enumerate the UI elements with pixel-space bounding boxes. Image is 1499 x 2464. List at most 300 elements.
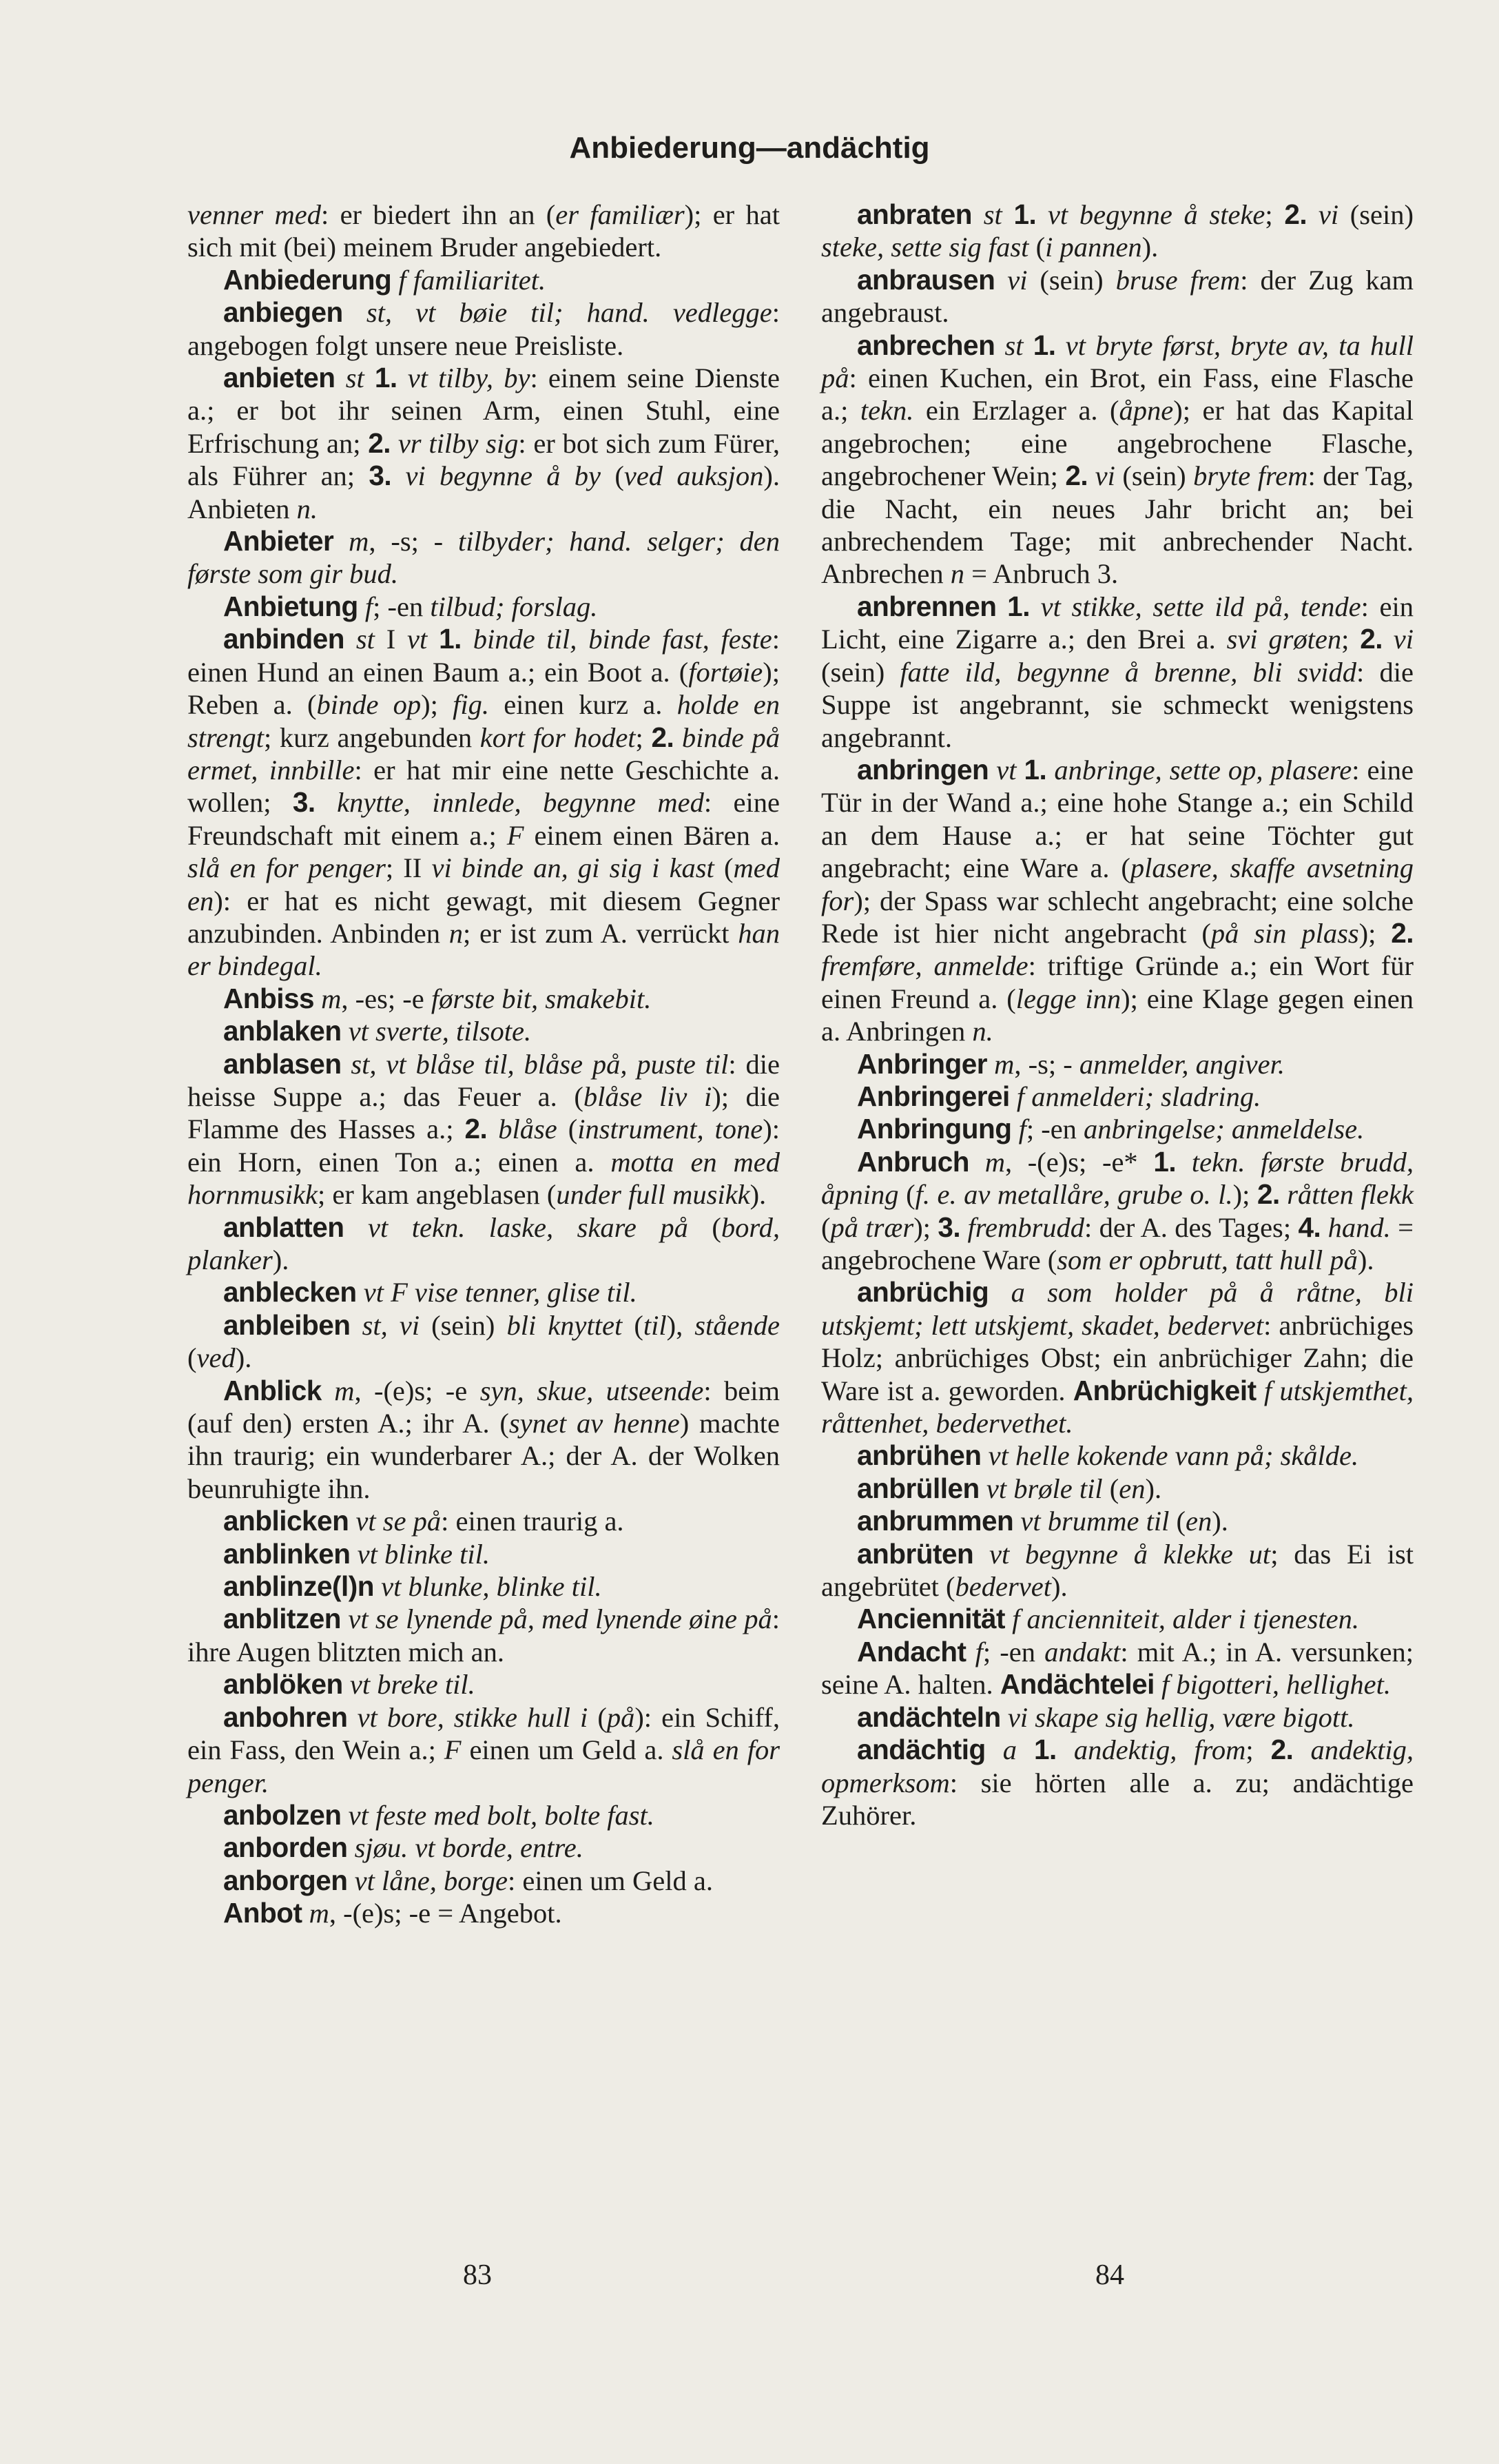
entry-text bbox=[462, 624, 473, 655]
entry-text: ; II bbox=[385, 852, 432, 884]
entry-text bbox=[348, 1865, 355, 1896]
headword: anbraten bbox=[857, 198, 973, 230]
italic-gloss: tilbyder; hand. selger; den første som gir bud. bbox=[187, 526, 780, 590]
entry-text: I bbox=[374, 624, 408, 655]
italic-gloss: F bbox=[444, 1734, 462, 1766]
headword: andächtig bbox=[857, 1734, 986, 1766]
dictionary-entry bbox=[187, 1701, 780, 1799]
entry-text: einen um Geld a. bbox=[461, 1734, 672, 1766]
entry-text: : er bot sich zum Fürer, als Führer an; bbox=[187, 427, 780, 492]
italic-gloss: bord, planker bbox=[187, 1211, 780, 1275]
headword: 2. bbox=[1065, 460, 1088, 492]
headword: anblinze(l)n bbox=[223, 1570, 374, 1603]
italic-gloss: n. bbox=[296, 493, 318, 524]
entry-text bbox=[995, 330, 1004, 361]
italic-gloss: st, vt blåse til, blåse på, puste til bbox=[351, 1048, 729, 1080]
entry-text: ). bbox=[272, 1244, 289, 1275]
dictionary-entry bbox=[821, 1636, 1414, 1701]
page-number-right: 84 bbox=[1095, 2259, 1124, 2291]
entry-text: ). bbox=[1051, 1571, 1068, 1603]
dictionary-entry bbox=[187, 1375, 780, 1506]
italic-gloss: a bbox=[1002, 1734, 1017, 1766]
entry-text bbox=[1013, 1506, 1020, 1537]
italic-gloss: vi binde an, gi sig i kast bbox=[431, 852, 714, 884]
headword: anbolzen bbox=[223, 1798, 342, 1831]
right-column bbox=[821, 198, 1414, 1831]
italic-gloss: en bbox=[1119, 1472, 1146, 1504]
italic-gloss: m bbox=[349, 526, 369, 557]
entry-text bbox=[391, 428, 398, 459]
dictionary-entry bbox=[821, 264, 1414, 329]
headword: 1. bbox=[1033, 329, 1056, 361]
entry-text: : ein Licht, eine Zigarre a.; den Brei a. bbox=[821, 591, 1414, 655]
entry-text bbox=[1257, 1375, 1264, 1406]
italic-gloss: med en bbox=[187, 852, 780, 916]
headword: Andacht bbox=[857, 1635, 966, 1667]
entry-text: ); bbox=[913, 1211, 938, 1243]
headword: 2. bbox=[1391, 916, 1414, 949]
italic-gloss: vt se lynende på, med lynende øine på bbox=[348, 1603, 772, 1635]
italic-gloss: f ancienniteit, alder i tjenesten. bbox=[1012, 1603, 1360, 1635]
italic-gloss: vt F vise tenner, glise til. bbox=[363, 1277, 637, 1308]
dictionary-entry bbox=[821, 1472, 1414, 1505]
italic-gloss: åpne bbox=[1119, 395, 1174, 427]
entry-text: ; bbox=[1341, 624, 1361, 655]
entry-text: , -(e)s; -e = Angebot. bbox=[329, 1898, 562, 1929]
headword: 4. bbox=[1298, 1211, 1321, 1243]
italic-gloss: første bit, smakebit. bbox=[431, 983, 652, 1014]
italic-gloss: fortøie bbox=[688, 656, 763, 688]
headword: Anbrüchigkeit bbox=[1073, 1374, 1257, 1406]
dictionary-entry bbox=[821, 1080, 1414, 1113]
entry-text bbox=[980, 1473, 986, 1504]
entry-text: : sie hörten alle a. zu; andächtige Zuhörer. bbox=[821, 1767, 1414, 1831]
headword: 1. bbox=[1007, 590, 1030, 622]
italic-gloss: m bbox=[334, 1375, 355, 1406]
entry-text bbox=[997, 591, 1008, 622]
headword: anbrennen bbox=[857, 590, 997, 622]
italic-gloss: anbringe, sette op, plasere bbox=[1054, 754, 1352, 786]
entry-text: ( bbox=[622, 1309, 643, 1341]
entry-text: einen kurz a. bbox=[489, 689, 677, 721]
italic-gloss: blåse liv i bbox=[583, 1080, 712, 1112]
italic-gloss: vt tekn. laske, skare på bbox=[368, 1211, 688, 1243]
entry-text: ( bbox=[1102, 1472, 1119, 1504]
entry-text: , -es; -e bbox=[341, 983, 431, 1014]
italic-gloss: binde på ermet, innbille bbox=[187, 721, 780, 786]
italic-gloss: til bbox=[643, 1309, 667, 1341]
entry-text: ( bbox=[898, 1179, 916, 1211]
headword: 1. bbox=[439, 623, 462, 655]
italic-gloss: stående bbox=[694, 1309, 780, 1341]
italic-gloss: som er opbrutt, tatt hull på bbox=[1057, 1244, 1358, 1275]
headword: anblasen bbox=[223, 1047, 342, 1080]
dictionary-entry bbox=[187, 1048, 780, 1211]
headword: anbiegen bbox=[223, 296, 343, 329]
headword: anbrühen bbox=[857, 1439, 982, 1472]
italic-gloss: a som holder på å råtne, bli utskjemt; lett utskjemt, skadet, bedervet bbox=[821, 1277, 1414, 1341]
headword: anbohren bbox=[223, 1701, 348, 1733]
italic-gloss: vi skape sig hellig, være bigott. bbox=[1007, 1701, 1355, 1733]
entry-text bbox=[1056, 330, 1066, 361]
dictionary-entry bbox=[821, 1701, 1414, 1734]
italic-gloss: vt brøle til bbox=[986, 1472, 1103, 1504]
entry-text bbox=[344, 1212, 369, 1243]
dictionary-entry bbox=[821, 1734, 1414, 1831]
entry-text bbox=[391, 265, 398, 296]
italic-gloss: f bbox=[1018, 1113, 1026, 1145]
entry-text bbox=[969, 1147, 985, 1178]
entry-text: ; -en bbox=[982, 1636, 1045, 1667]
italic-gloss: bedervet bbox=[955, 1571, 1051, 1603]
entry-text: ); Reben a. ( bbox=[187, 656, 780, 721]
italic-gloss: f bbox=[975, 1636, 983, 1667]
entry-text: ein Erzlager a. ( bbox=[913, 395, 1119, 427]
headword: Anbietung bbox=[223, 590, 358, 622]
dictionary-entry bbox=[821, 1603, 1414, 1635]
entry-text: (sein) bbox=[821, 656, 900, 688]
entry-text: ); die Flamme des Hasses a.; bbox=[187, 1080, 780, 1145]
entry-text: ( bbox=[714, 852, 734, 884]
dictionary-entry bbox=[187, 591, 780, 623]
italic-gloss: vt tilby, by bbox=[407, 362, 530, 394]
dictionary-entry bbox=[821, 591, 1414, 754]
entry-text bbox=[322, 1375, 334, 1406]
italic-gloss: F bbox=[506, 819, 524, 851]
dictionary-entry bbox=[187, 296, 780, 362]
italic-gloss: st bbox=[1004, 329, 1024, 361]
italic-gloss: vt breke til. bbox=[349, 1669, 475, 1701]
headword: anborgen bbox=[223, 1864, 348, 1896]
entry-text bbox=[316, 787, 337, 818]
italic-gloss: plasere, skaffe avsetning for bbox=[821, 852, 1414, 916]
italic-gloss: f bbox=[364, 591, 373, 622]
entry-text: ). bbox=[1141, 232, 1159, 263]
headword: 2. bbox=[1270, 1734, 1294, 1766]
headword: 1. bbox=[1024, 753, 1047, 786]
entry-text: ; -en bbox=[373, 591, 431, 622]
entry-text bbox=[344, 624, 356, 655]
entry-text: ; bbox=[1265, 199, 1285, 230]
entry-text bbox=[995, 265, 1007, 296]
headword: anblecken bbox=[223, 1276, 357, 1308]
headword: 3. bbox=[292, 786, 316, 819]
entry-text: (sein) bbox=[1027, 264, 1116, 296]
italic-gloss: er familiær bbox=[555, 199, 685, 230]
headword: anborden bbox=[223, 1831, 348, 1864]
headword: 2. bbox=[368, 427, 391, 459]
italic-gloss: på sin plass bbox=[1210, 917, 1359, 949]
dictionary-entry bbox=[821, 1505, 1414, 1537]
italic-gloss: tilbud; forslag. bbox=[430, 591, 598, 622]
italic-gloss: motta en med hornmusikk bbox=[187, 1146, 780, 1211]
italic-gloss: han er bindegal. bbox=[187, 917, 780, 982]
italic-gloss: vt bore, stikke hull i bbox=[357, 1701, 588, 1733]
italic-gloss: hand. bbox=[1327, 1211, 1391, 1243]
entry-text: ); der Spass war schlecht angebracht; eine solche Rede ist hier nicht angebracht ( bbox=[821, 885, 1414, 949]
headword: Andächtelei bbox=[1000, 1668, 1155, 1701]
entry-text bbox=[1280, 1179, 1288, 1210]
dictionary-entry bbox=[821, 754, 1414, 1048]
headword: Anbringerei bbox=[857, 1080, 1010, 1112]
italic-gloss: st, vt bøie til; hand. vedlegge bbox=[366, 297, 772, 329]
headword: anbrüten bbox=[857, 1537, 974, 1570]
headword: 1. bbox=[1013, 198, 1037, 230]
entry-text: ); eine Klage gegen einen a. Anbringen bbox=[821, 983, 1414, 1047]
italic-gloss: vt begynne å klekke ut bbox=[989, 1538, 1271, 1570]
entry-text bbox=[364, 362, 375, 393]
entry-text: ). bbox=[1145, 1472, 1162, 1504]
entry-text bbox=[1011, 1113, 1018, 1144]
italic-gloss: vt se på bbox=[355, 1506, 442, 1537]
entry-text: ). bbox=[1357, 1244, 1374, 1275]
entry-text bbox=[1024, 330, 1033, 361]
italic-gloss: slå en for penger. bbox=[187, 1734, 780, 1798]
entry-text bbox=[1002, 199, 1014, 230]
italic-gloss: ved bbox=[196, 1342, 236, 1374]
entry-text bbox=[972, 199, 984, 230]
entry-text: ). bbox=[235, 1342, 252, 1374]
entry-text: ( bbox=[601, 460, 624, 492]
italic-gloss: m bbox=[309, 1898, 329, 1929]
italic-gloss: bryte frem bbox=[1193, 460, 1308, 492]
italic-gloss: blåse bbox=[498, 1113, 557, 1145]
headword: anbrüllen bbox=[857, 1472, 980, 1504]
italic-gloss: vt helle kokende vann på; skålde. bbox=[988, 1440, 1359, 1472]
dictionary-entry bbox=[187, 1276, 780, 1308]
headword: 1. bbox=[1034, 1734, 1057, 1766]
entry-text bbox=[374, 1571, 381, 1602]
italic-gloss: instrument, tone bbox=[577, 1113, 763, 1145]
entry-text bbox=[1010, 1081, 1017, 1112]
headword: Anbiss bbox=[223, 982, 315, 1014]
left-column bbox=[187, 198, 780, 1930]
italic-gloss: binde til, binde fast, feste bbox=[473, 624, 772, 655]
italic-gloss: f utskjemthet, råttenhet, bedervethet. bbox=[821, 1375, 1414, 1439]
entry-text: ); bbox=[1358, 917, 1392, 949]
entry-text bbox=[351, 1539, 358, 1570]
entry-text: ), bbox=[666, 1309, 695, 1341]
italic-gloss: vr tilby sig bbox=[397, 427, 519, 459]
dictionary-entry bbox=[187, 198, 780, 264]
dictionary-entry bbox=[187, 1505, 780, 1537]
italic-gloss: vi bbox=[1393, 624, 1414, 655]
entry-text: ): er hat es nicht gewagt, mit diesem Gegner anzubinden. Anbinden bbox=[187, 885, 780, 949]
italic-gloss: fig. bbox=[453, 689, 489, 721]
italic-gloss: st bbox=[983, 199, 1002, 230]
entry-text: ; bbox=[1245, 1734, 1271, 1766]
entry-text: ). bbox=[750, 1179, 767, 1211]
italic-gloss: steke, sette sig fast bbox=[821, 232, 1029, 263]
entry-text: ). bbox=[1212, 1506, 1228, 1537]
dictionary-entry bbox=[821, 1113, 1414, 1145]
dictionary-entry bbox=[821, 1146, 1414, 1277]
entry-text: ; -en bbox=[1026, 1113, 1084, 1145]
dictionary-entry bbox=[187, 362, 780, 525]
dictionary-entry bbox=[187, 983, 780, 1015]
headword: anbleiben bbox=[223, 1308, 351, 1341]
dictionary-entry bbox=[187, 1799, 780, 1831]
entry-text: : einem seine Dienste a.; er bot ihr seinen Arm, einen Stuhl, eine Erfrischung an; bbox=[187, 362, 780, 459]
entry-text bbox=[342, 1016, 349, 1047]
entry-text: : ihre Augen blitzten mich an. bbox=[187, 1603, 780, 1667]
entry-text bbox=[342, 1049, 351, 1080]
entry-text: (sein) bbox=[1338, 199, 1414, 230]
headword: anbrüchig bbox=[857, 1276, 989, 1308]
headword: anbrummen bbox=[857, 1505, 1014, 1537]
entry-text bbox=[982, 1440, 989, 1471]
entry-text: (sein) bbox=[1115, 460, 1194, 492]
headword: 3. bbox=[369, 460, 392, 492]
italic-gloss: legge inn bbox=[1015, 983, 1121, 1014]
entry-text bbox=[487, 1113, 498, 1144]
entry-text bbox=[343, 1669, 350, 1700]
entry-text: : anbrüchiges Holz; anbrüchiges Obst; ein anbrüchiger Zahn; die Ware ist a. geworden. bbox=[821, 1309, 1414, 1406]
entry-text: ; bbox=[635, 721, 652, 753]
dictionary-entry bbox=[821, 1538, 1414, 1603]
italic-gloss: binde op bbox=[316, 689, 422, 721]
italic-gloss: fremføre, anmelde bbox=[821, 950, 1028, 982]
page-number-left: 83 bbox=[463, 2259, 492, 2291]
dictionary-entry bbox=[821, 1048, 1414, 1080]
italic-gloss: vi bbox=[1095, 460, 1115, 492]
italic-gloss: sjøu. vt borde, entre. bbox=[354, 1832, 583, 1864]
headword: anblitzen bbox=[223, 1603, 342, 1635]
entry-text bbox=[987, 1049, 994, 1080]
entry-text: : einen Kuchen, ein Brot, ein Fass, eine Flasche a.; bbox=[821, 362, 1414, 427]
entry-text bbox=[1030, 591, 1041, 622]
italic-gloss: vt blunke, blinke til. bbox=[381, 1571, 602, 1603]
headword: anblöken bbox=[223, 1668, 343, 1701]
headword: 1. bbox=[374, 362, 397, 394]
italic-gloss: vt bryte først, bryte av, ta hull på bbox=[821, 329, 1414, 394]
entry-text: ). Anbieten bbox=[187, 460, 780, 524]
entry-text bbox=[960, 1212, 967, 1243]
italic-gloss: slå en for penger bbox=[187, 852, 386, 884]
italic-gloss: vt bbox=[407, 624, 428, 655]
entry-text: = angebrochene Ware ( bbox=[821, 1211, 1414, 1275]
headword: Anbiederung bbox=[223, 263, 392, 296]
entry-text: ); er hat sich mit (bei) meinem Bruder angebiedert. bbox=[187, 199, 780, 263]
entry-text: , -s; - bbox=[1014, 1048, 1079, 1080]
headword: anblicken bbox=[223, 1505, 349, 1537]
italic-gloss: vt bbox=[996, 754, 1017, 786]
entry-text bbox=[1057, 1734, 1074, 1765]
entry-text: ; er kam angeblasen ( bbox=[317, 1179, 557, 1211]
entry-text: , -(e)s; -e* bbox=[1004, 1146, 1154, 1178]
entry-text bbox=[1307, 199, 1319, 230]
italic-gloss: i pannen bbox=[1045, 232, 1142, 263]
entry-text: : mit A.; in A. versunken; seine A. halten. bbox=[821, 1636, 1414, 1701]
italic-gloss: vi bbox=[1318, 199, 1339, 230]
italic-gloss: råtten flekk bbox=[1287, 1179, 1414, 1211]
italic-gloss: vt sverte, tilsote. bbox=[348, 1016, 532, 1047]
italic-gloss: svi grøten bbox=[1226, 624, 1342, 655]
italic-gloss: bruse frem bbox=[1115, 264, 1241, 296]
entry-text: : der A. des Tages; bbox=[1084, 1211, 1299, 1243]
entry-text: ( bbox=[588, 1701, 607, 1733]
entry-text: ( bbox=[1169, 1506, 1186, 1537]
dictionary-entry bbox=[187, 264, 780, 296]
entry-text: ( bbox=[821, 1211, 831, 1243]
headword: anbrausen bbox=[857, 263, 995, 296]
italic-gloss: anmelder, angiver. bbox=[1079, 1048, 1285, 1080]
italic-gloss: tekn. bbox=[860, 395, 914, 427]
headword: anblaken bbox=[223, 1015, 342, 1047]
headword: Anbieter bbox=[223, 525, 334, 557]
italic-gloss: f familiaritet. bbox=[398, 264, 546, 296]
italic-gloss: på trær bbox=[830, 1211, 914, 1243]
entry-text: : beim (auf den) ersten A.; ihr A. ( bbox=[187, 1375, 780, 1439]
headword: Anciennität bbox=[857, 1603, 1006, 1635]
dictionary-entry bbox=[187, 1831, 780, 1864]
italic-gloss: synet av henne bbox=[508, 1408, 680, 1439]
entry-text: : der Tag, die Nacht, ein neues Jahr bricht an; bei anbrechendem Tage; mit anbrechender Nacht. Anbrechen bbox=[821, 460, 1414, 590]
italic-gloss: m bbox=[994, 1048, 1015, 1080]
entry-text: : eine Tür in der Wand a.; eine hohe Stange a.; ein Schild an dem Hause a.; er hat seine Töchter gut angebracht; eine Ware a. ( bbox=[821, 754, 1414, 884]
entry-text: ( bbox=[187, 1342, 197, 1374]
entry-text: ; das Ei ist angebrütet ( bbox=[821, 1538, 1414, 1603]
entry-text bbox=[1036, 199, 1048, 230]
italic-gloss: en bbox=[1186, 1506, 1212, 1537]
italic-gloss: st bbox=[345, 362, 364, 394]
entry-text bbox=[358, 591, 365, 622]
entry-text: einem einen Bären a. bbox=[524, 819, 780, 851]
italic-gloss: vt låne, borge bbox=[354, 1865, 508, 1896]
italic-gloss: n bbox=[448, 917, 464, 949]
entry-text: : einen Hund an einen Baum a.; ein Boot a. ( bbox=[187, 624, 780, 688]
entry-text: : er biedert ihn an ( bbox=[321, 199, 556, 230]
entry-text bbox=[1005, 1603, 1012, 1634]
entry-text: ; kurz angebunden bbox=[264, 721, 480, 753]
dictionary-entry bbox=[187, 1668, 780, 1701]
entry-text bbox=[314, 983, 321, 1014]
entry-text bbox=[1017, 754, 1024, 786]
entry-text bbox=[343, 297, 366, 328]
entry-text bbox=[1088, 460, 1095, 491]
headword: anbieten bbox=[223, 362, 335, 394]
headword: 2. bbox=[651, 721, 674, 753]
entry-text bbox=[1293, 1734, 1310, 1765]
headword: anbinden bbox=[223, 623, 344, 655]
italic-gloss: holde en strengt bbox=[187, 689, 780, 753]
italic-gloss: andektig, opmerksom bbox=[821, 1734, 1414, 1798]
italic-gloss: fatte ild, begynne å brenne, bli svidd bbox=[900, 656, 1357, 688]
italic-gloss: f. e. av metallåre, grube o. l. bbox=[915, 1179, 1233, 1211]
entry-text bbox=[302, 1898, 309, 1929]
entry-text bbox=[397, 362, 408, 393]
italic-gloss: st bbox=[355, 624, 375, 655]
italic-gloss: vt brumme til bbox=[1020, 1506, 1170, 1537]
entry-text: ( bbox=[688, 1211, 721, 1243]
italic-gloss: på bbox=[606, 1701, 635, 1733]
headword: 2. bbox=[1284, 198, 1307, 230]
italic-gloss: m bbox=[321, 983, 342, 1014]
entry-text bbox=[341, 1603, 348, 1634]
entry-text: ); er hat das Kapital angebrochen; eine angebrochene Flasche, angebrochener Wein; bbox=[821, 395, 1414, 492]
entry-text: ); bbox=[421, 689, 453, 721]
entry-text bbox=[989, 754, 996, 786]
entry-text bbox=[391, 460, 405, 491]
italic-gloss: knytte, innlede, begynne med bbox=[337, 787, 704, 819]
italic-gloss: venner med bbox=[187, 199, 321, 230]
dictionary-entry bbox=[821, 198, 1414, 264]
entry-text: : der Zug kam angebraust. bbox=[821, 264, 1414, 329]
italic-gloss: tekn. første brudd, åpning bbox=[821, 1146, 1414, 1211]
headword: Anbringung bbox=[857, 1113, 1012, 1145]
entry-text: : einen um Geld a. bbox=[507, 1865, 714, 1896]
entry-text bbox=[342, 1800, 349, 1831]
